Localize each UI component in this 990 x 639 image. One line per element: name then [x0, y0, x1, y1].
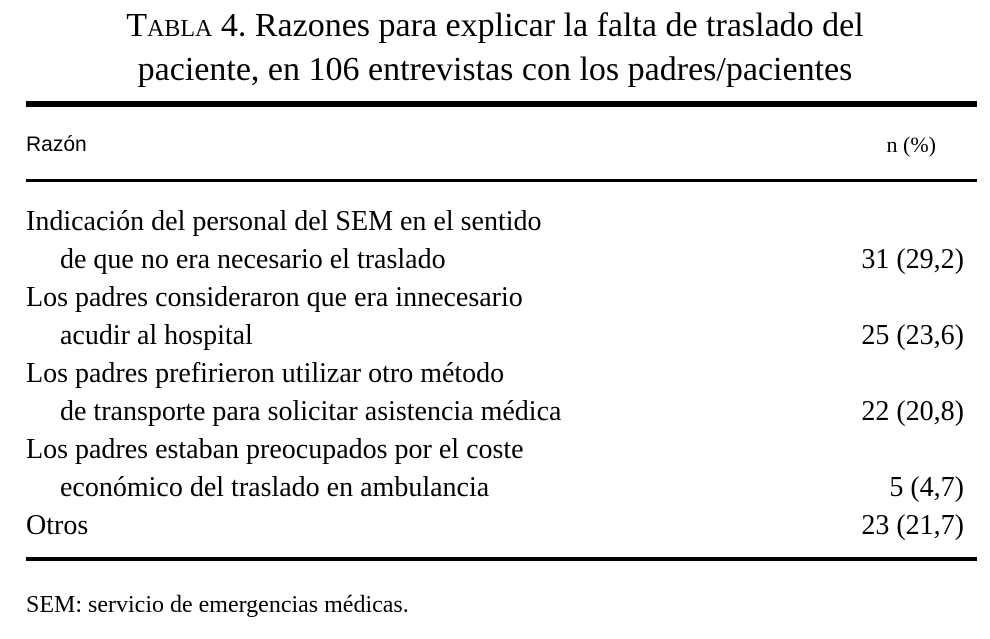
reason-text-continued: acudir al hospital: [60, 320, 253, 351]
caption-text-1: Razones para explicar la falta de traslado del: [254, 7, 864, 44]
count-value: 22 (20,8): [861, 396, 964, 427]
reason-text-continued: económico del traslado en ambulancia: [60, 472, 490, 503]
column-header-count: n (%): [886, 132, 936, 157]
reason-text: Los padres prefirieron utilizar otro método: [26, 358, 505, 389]
table-row: [26, 507, 964, 545]
column-header-reason: Razón: [26, 133, 87, 156]
table-caption: [0, 4, 990, 92]
count-value: 31 (29,2): [861, 244, 964, 275]
reason-text-continued: de que no era necesario el traslado: [60, 244, 446, 275]
table-row: [26, 279, 964, 355]
caption-line-2: paciente, en 106 entrevistas con los padres/pacientes: [137, 51, 853, 88]
table-row: [26, 355, 964, 431]
table-body: [26, 203, 964, 545]
reason-text: Los padres consideraron que era innecesario: [26, 282, 523, 313]
caption-line-1: [0, 4, 990, 48]
bottom-rule: [26, 557, 977, 561]
count-value: 23 (21,7): [861, 510, 964, 541]
count-value: 5 (4,7): [889, 472, 964, 503]
table-row: [26, 203, 964, 279]
table-footnote: SEM: servicio de emergencias médicas.: [26, 592, 409, 618]
count-value: 25 (23,6): [861, 320, 964, 351]
header-rule: [26, 179, 977, 182]
top-rule: [26, 101, 977, 107]
reason-text-continued: de transporte para solicitar asistencia médica: [60, 396, 562, 427]
reason-text: Indicación del personal del SEM en el sentido: [26, 206, 542, 237]
table-row: [26, 431, 964, 507]
reason-text: Los padres estaban preocupados por el coste: [26, 434, 524, 465]
table-label: Tabla 4.: [126, 7, 247, 44]
reason-text: Otros: [26, 510, 89, 541]
